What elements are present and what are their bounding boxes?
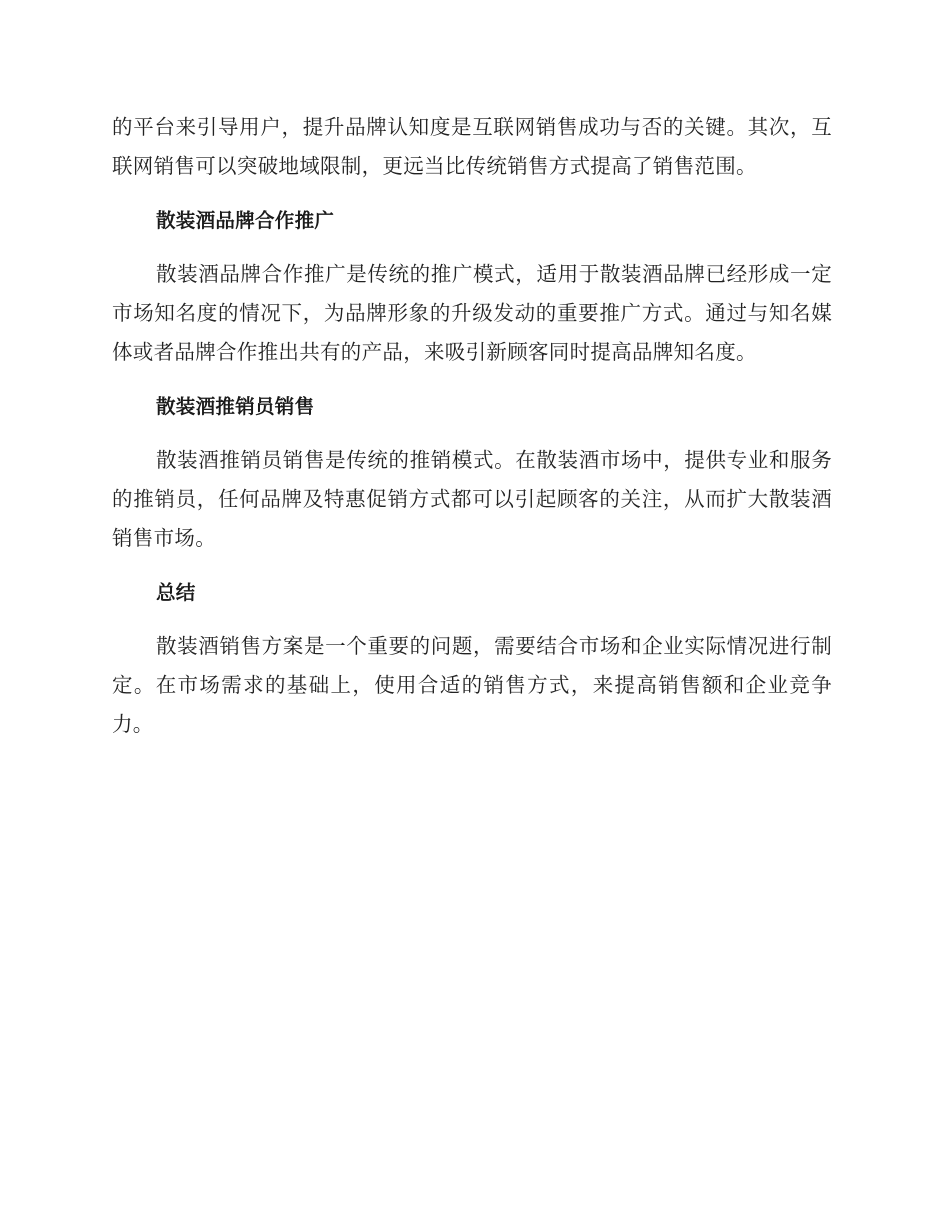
document-body: [112, 108, 832, 759]
paragraph-internet-sales-continued: 的平台来引导用户，提升品牌认知度是互联网销售成功与否的关键。其次，互联网销售可以突破地域限制，更远当比传统销售方式提高了销售范围。: [112, 115, 832, 178]
paragraph-brand-cooperation: 散装酒品牌合作推广是传统的推广模式，适用于散装酒品牌已经形成一定市场知名度的情况下，为品牌形象的升级发动的重要推广方式。通过与知名媒体或者品牌合作推出共有的产品，来吸引新顾客同时提高品牌知名度。: [112, 262, 832, 364]
heading-summary: 总结: [156, 581, 196, 604]
heading-brand-cooperation: 散装酒品牌合作推广: [156, 209, 335, 232]
heading-salesperson: 散装酒推销员销售: [156, 395, 315, 418]
paragraph-summary: 散装酒销售方案是一个重要的问题，需要结合市场和企业实际情况进行制定。在市场需求的基础上，使用合适的销售方式，来提高销售额和企业竞争力。: [112, 634, 832, 736]
paragraph-salesperson: 散装酒推销员销售是传统的推销模式。在散装酒市场中，提供专业和服务的推销员，任何品牌及特惠促销方式都可以引起顾客的关注，从而扩大散装酒销售市场。: [112, 448, 832, 550]
